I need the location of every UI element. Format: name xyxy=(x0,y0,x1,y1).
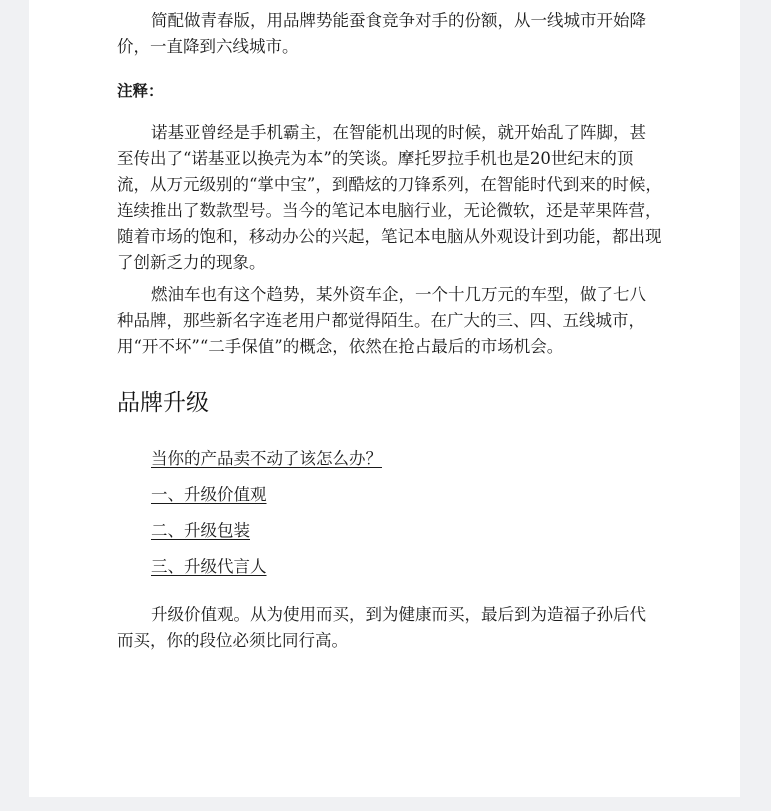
toc-link-spokesperson[interactable]: 三、升级代言人 xyxy=(151,557,267,576)
paragraph-nokia: 诺基亚曾经是手机霸主，在智能机出现的时候，就开始乱了阵脚，甚至传出了“诺基亚以换壳为本”的笑谈。摩托罗拉手机也是20世纪末的顶流，从万元级别的“掌中宝”，到酷炫的刀锋系列，在智能时代到来的时候，连续推出了数款型号。当今的笔记本电脑行业，无论微软，还是苹果阵营，随着市场的饱和，移动办公的兴起，笔记本电脑从外观设计到功能，都出现了创新乏力的现象。 xyxy=(117,123,662,272)
toc-link-packaging[interactable]: 二、升级包装 xyxy=(151,521,250,540)
paragraph-fuel-car: 燃油车也有这个趋势，某外资车企，一个十几万元的车型，做了七八种品牌，那些新名字连老用户都觉得陌生。在广大的三、四、五线城市，用“开不坏”“二手保值”的概念，依然在抢占最后的市场机会。 xyxy=(117,285,646,356)
toc-links xyxy=(117,446,662,580)
toc-link-values[interactable]: 一、升级价值观 xyxy=(151,485,267,504)
paragraph-values: 升级价值观。从为使用而买，到为健康而买，最后到为造福子孙后代而买，你的段位必须比同行高。 xyxy=(117,605,646,650)
note-label: 注释： xyxy=(117,82,164,100)
toc-link-question[interactable]: 当你的产品卖不动了该怎么办？ xyxy=(151,449,382,468)
section-heading: 品牌升级 xyxy=(117,390,209,416)
paragraph-intro: 简配做青春版，用品牌势能蚕食竞争对手的份额，从一线城市开始降价，一直降到六线城市。 xyxy=(117,11,646,56)
document-content xyxy=(117,8,662,654)
document-page xyxy=(29,0,740,797)
